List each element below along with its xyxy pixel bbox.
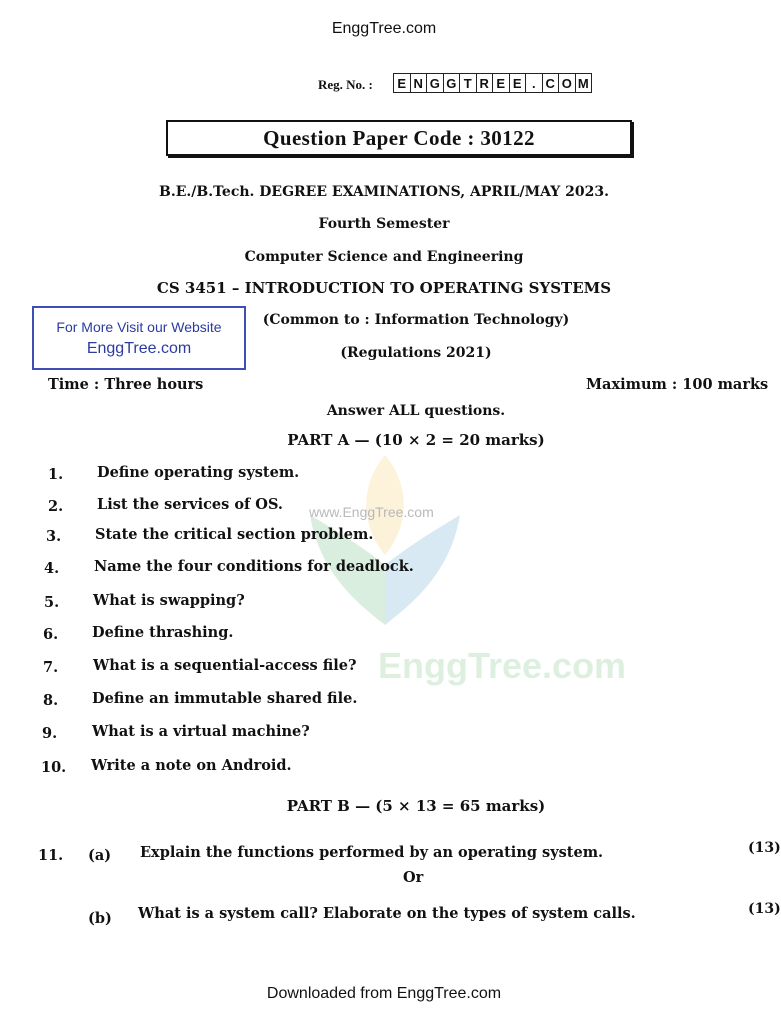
question-text: What is a sequential-access file? — [93, 657, 357, 674]
reg-no-char-box: E — [393, 73, 411, 93]
watermark-url: www.EnggTree.com — [309, 504, 434, 520]
promo-line-2[interactable]: EnggTree.com — [86, 339, 192, 357]
semester: Fourth Semester — [318, 216, 450, 232]
course-title: CS 3451 – INTRODUCTION TO OPERATING SYSTEMS — [156, 279, 612, 297]
question-text: List the services of OS. — [97, 496, 283, 513]
question-number: 6. — [43, 626, 59, 643]
part-a-heading: PART A — (10 × 2 = 20 marks) — [287, 431, 545, 449]
question-number: 9. — [42, 725, 58, 742]
question-number: 7. — [43, 659, 59, 676]
question-number: 4. — [44, 560, 60, 577]
reg-no-char-box: E — [492, 73, 510, 93]
marks-label: (13) — [748, 901, 781, 917]
reg-no-char-box: C — [542, 73, 560, 93]
option-label: (b) — [88, 910, 112, 927]
question-text: Define thrashing. — [92, 624, 234, 641]
question-number: 1. — [48, 466, 64, 483]
exam-title: B.E./B.Tech. DEGREE EXAMINATIONS, APRIL/MAY 2023. — [159, 184, 609, 200]
question-paper-code-box — [166, 120, 632, 156]
department: Computer Science and Engineering — [244, 249, 524, 265]
reg-no-char-box: E — [509, 73, 527, 93]
reg-no-char-box: R — [476, 73, 494, 93]
question-number: 5. — [44, 594, 60, 611]
question-text: Define operating system. — [97, 464, 300, 481]
reg-no-char-box: G — [426, 73, 444, 93]
question-number: 11. — [38, 847, 64, 864]
question-number: 2. — [48, 498, 64, 515]
reg-no-label: Reg. No. : — [318, 77, 373, 92]
question-paper-code: Question Paper Code : 30122 — [263, 125, 535, 150]
reg-no-char-box: O — [558, 73, 576, 93]
question-number: 10. — [41, 759, 67, 776]
max-marks-label: Maximum : 100 marks — [586, 376, 769, 393]
question-number: 8. — [43, 692, 59, 709]
option-label: (a) — [88, 847, 112, 864]
reg-no-char-box: . — [525, 73, 543, 93]
marks-label: (13) — [748, 840, 781, 856]
question-number: 3. — [46, 528, 62, 545]
promo-line-1: For More Visit our Website — [56, 318, 222, 335]
or-separator: Or — [403, 869, 424, 886]
common-to: (Common to : Information Technology) — [262, 312, 570, 328]
reg-no-boxes — [394, 73, 592, 93]
question-text: What is swapping? — [93, 592, 245, 609]
question-text: Explain the functions performed by an operating system. — [140, 844, 604, 861]
reg-no-char-box: G — [443, 73, 461, 93]
time-label: Time : Three hours — [48, 376, 204, 393]
question-text: What is a virtual machine? — [92, 723, 310, 740]
question-text: State the critical section problem. — [95, 526, 374, 543]
promo-website-box[interactable] — [32, 306, 246, 370]
site-header: EnggTree.com — [331, 20, 437, 37]
instruction: Answer ALL questions. — [326, 403, 506, 419]
site-footer: Downloaded from EnggTree.com — [266, 985, 502, 1002]
question-text: Write a note on Android. — [91, 757, 292, 774]
reg-no-char-box: N — [410, 73, 428, 93]
question-text: What is a system call? Elaborate on the types of system calls. — [138, 905, 636, 922]
reg-no-char-box: T — [459, 73, 477, 93]
watermark-brand: EnggTree.com — [378, 645, 627, 686]
part-b-heading: PART B — (5 × 13 = 65 marks) — [286, 797, 546, 815]
regulations: (Regulations 2021) — [340, 345, 492, 361]
reg-no-char-box: M — [575, 73, 593, 93]
question-text: Define an immutable shared file. — [92, 690, 358, 707]
question-text: Name the four conditions for deadlock. — [94, 558, 414, 575]
